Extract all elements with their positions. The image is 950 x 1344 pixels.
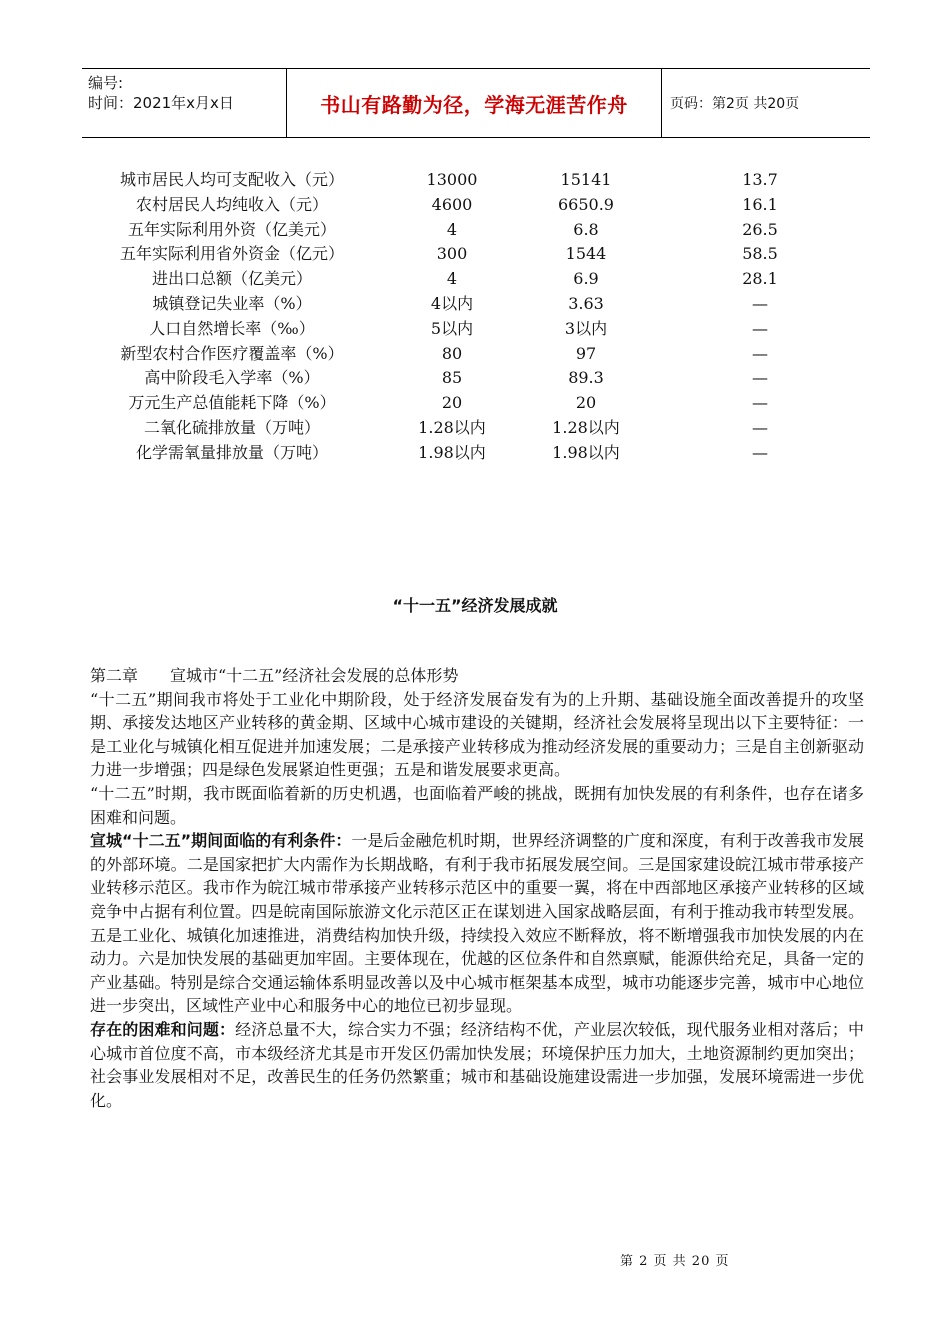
table-row (82, 242, 870, 267)
table-cell: — (752, 442, 768, 462)
page-footer: 第 2 页 共 20 页 (620, 1254, 730, 1269)
table-row (82, 391, 870, 416)
paragraph: “十二五”期间我市将处于工业化中期阶段，处于经济发展奋发有为的上升期、基础设施全面改善提升的攻坚期、承接发达地区产业转移的黄金期、区域中心城市建设的关键期，经济社会发展将呈现出以下主要特征：一是工业化与城镇化相互促进并加速发展；二是承接产业转移成为推动经济发展的重要动力；三是自主创新驱动力进一步增强；四是绿色发展紧迫性更强；五是和谐发展要求更高。 (90, 689, 864, 780)
table-row (82, 292, 870, 317)
table-cell: 化学需氧量排放量（万吨） (135, 442, 328, 462)
table-row (82, 366, 870, 391)
table-cell: 89.3 (568, 368, 604, 388)
table-row (82, 193, 870, 218)
paragraph-lead: 宣城“十二五”期间面临的有利条件： (90, 831, 352, 851)
table-row (82, 342, 870, 367)
paragraph (90, 1018, 864, 1112)
table-cell: 新型农村合作医疗覆盖率（%） (120, 343, 344, 363)
table-row (82, 317, 870, 342)
table-cell: — (752, 318, 768, 338)
table-cell: 13000 (426, 170, 478, 189)
table-cell: 6.8 (573, 219, 599, 239)
table-cell: 3以内 (564, 318, 608, 338)
table-cell: 16.1 (742, 194, 778, 214)
table-cell: 20 (441, 393, 463, 413)
indicator-table (82, 168, 870, 466)
table-cell: 4以内 (430, 293, 474, 313)
table-cell: 1544 (565, 244, 607, 264)
chapter-heading: 第二章 宣城市“十二五”经济社会发展的总体形势 (90, 666, 459, 685)
number-label: 编号: (88, 74, 124, 92)
table-cell: 五年实际利用外资（亿美元） (127, 219, 336, 239)
table-cell: 20 (575, 393, 597, 413)
table-row (82, 267, 870, 292)
table-cell: 五年实际利用省外资金（亿元） (119, 244, 344, 264)
table-cell: 1.28以内 (552, 417, 620, 437)
header-motto: 书山有路勤为径，学海无涯苦作舟 (287, 69, 662, 137)
table-cell: — (752, 393, 768, 413)
paragraph (90, 829, 864, 1018)
table-cell: 1.98以内 (418, 442, 486, 462)
table-cell: 1.28以内 (418, 417, 486, 437)
header-meta (82, 69, 287, 137)
table-cell: 进出口总额（亿美元） (151, 269, 312, 289)
table-cell: 3.63 (568, 293, 604, 313)
section-title: “十一五”经济发展成就 (392, 596, 558, 615)
table-cell: 300 (436, 244, 468, 264)
table-cell: 58.5 (742, 244, 778, 264)
table-cell: — (752, 343, 768, 363)
table-cell: — (752, 368, 768, 388)
table-cell: 5以内 (430, 318, 474, 338)
table-cell: 13.7 (742, 170, 778, 189)
table-row (82, 218, 870, 243)
table-cell: 28.1 (742, 269, 778, 289)
table-cell: 85 (441, 368, 463, 388)
table-cell: 15141 (560, 170, 612, 189)
table-cell: 26.5 (742, 219, 778, 239)
table-cell: — (752, 293, 768, 313)
document-header (82, 68, 870, 138)
table-cell: 4 (446, 219, 458, 239)
table-cell: 6650.9 (558, 194, 614, 214)
time-label: 时间：2021年x月x日 (88, 94, 234, 112)
table-cell: 二氧化硫排放量（万吨） (143, 417, 320, 437)
paragraph-text: 一是后金融危机时期，世界经济调整的广度和深度，有利于改善我市发展的外部环境。二是国家把扩大内需作为长期战略，有利于我市拓展发展空间。三是国家建设皖江城市带承接产业转移示范区。我市作为皖江城市带承接产业转移示范区中的重要一翼，将在中西部地区承接产业转移的区域竞争中占据有利位置。四是皖南国际旅游文化示范区正在谋划进入国家战略层面，有利于推动我市转型发展。五是工业化、城镇化加速推进，消费结构加快升级，持续投入效应不断释放，将不断增强我市加快发展的内在动力。六是加快发展的基础更加牢固。主要体现在，优越的区位条件和自然禀赋，能源供给充足，具备一定的产业基础。特别是综合交通运输体系明显改善以及中心城市框架基本成型，城市功能逐步完善，城市中心地位进一步突出，区域性产业中心和服务中心的地位已初步显现。 (90, 831, 864, 1016)
table-row (82, 416, 870, 441)
table-cell: 人口自然增长率（‰） (149, 318, 315, 338)
body-text (90, 664, 864, 1112)
paragraph: “十二五”时期，我市既面临着新的历史机遇，也面临着严峻的挑战，既拥有加快发展的有利条件，也存在诸多困难和问题。 (90, 783, 864, 827)
table-cell: — (752, 417, 768, 437)
table-cell: 城市居民人均可支配收入（元） (119, 170, 344, 189)
table-cell: 6.9 (573, 269, 599, 289)
paragraph-text: 经济总量不大，综合实力不强；经济结构不优，产业层次较低，现代服务业相对落后；中心城市首位度不高，市本级经济尤其是市开发区仍需加快发展；环境保护压力加大，土地资源制约更加突出；社会事业发展相对不足，改善民生的任务仍然繁重；城市和基础设施建设需进一步加强，发展环境需进一步优化。 (90, 1019, 864, 1110)
table-cell: 万元生产总值能耗下降（%） (128, 393, 336, 413)
table-cell: 4 (446, 269, 458, 289)
table-cell: 97 (575, 343, 597, 363)
header-page-info: 页码：第2页 共20页 (670, 96, 800, 112)
table-row (82, 441, 870, 466)
table-row (82, 168, 870, 193)
table-cell: 80 (441, 343, 463, 363)
table-cell: 农村居民人均纯收入（元） (135, 194, 328, 214)
table-cell: 4600 (431, 194, 473, 214)
paragraph-lead: 存在的困难和问题： (90, 1019, 236, 1039)
table-cell: 1.98以内 (552, 442, 620, 462)
table-cell: 城镇登记失业率（%） (152, 293, 312, 313)
table-cell: 高中阶段毛入学率（%） (144, 368, 320, 388)
